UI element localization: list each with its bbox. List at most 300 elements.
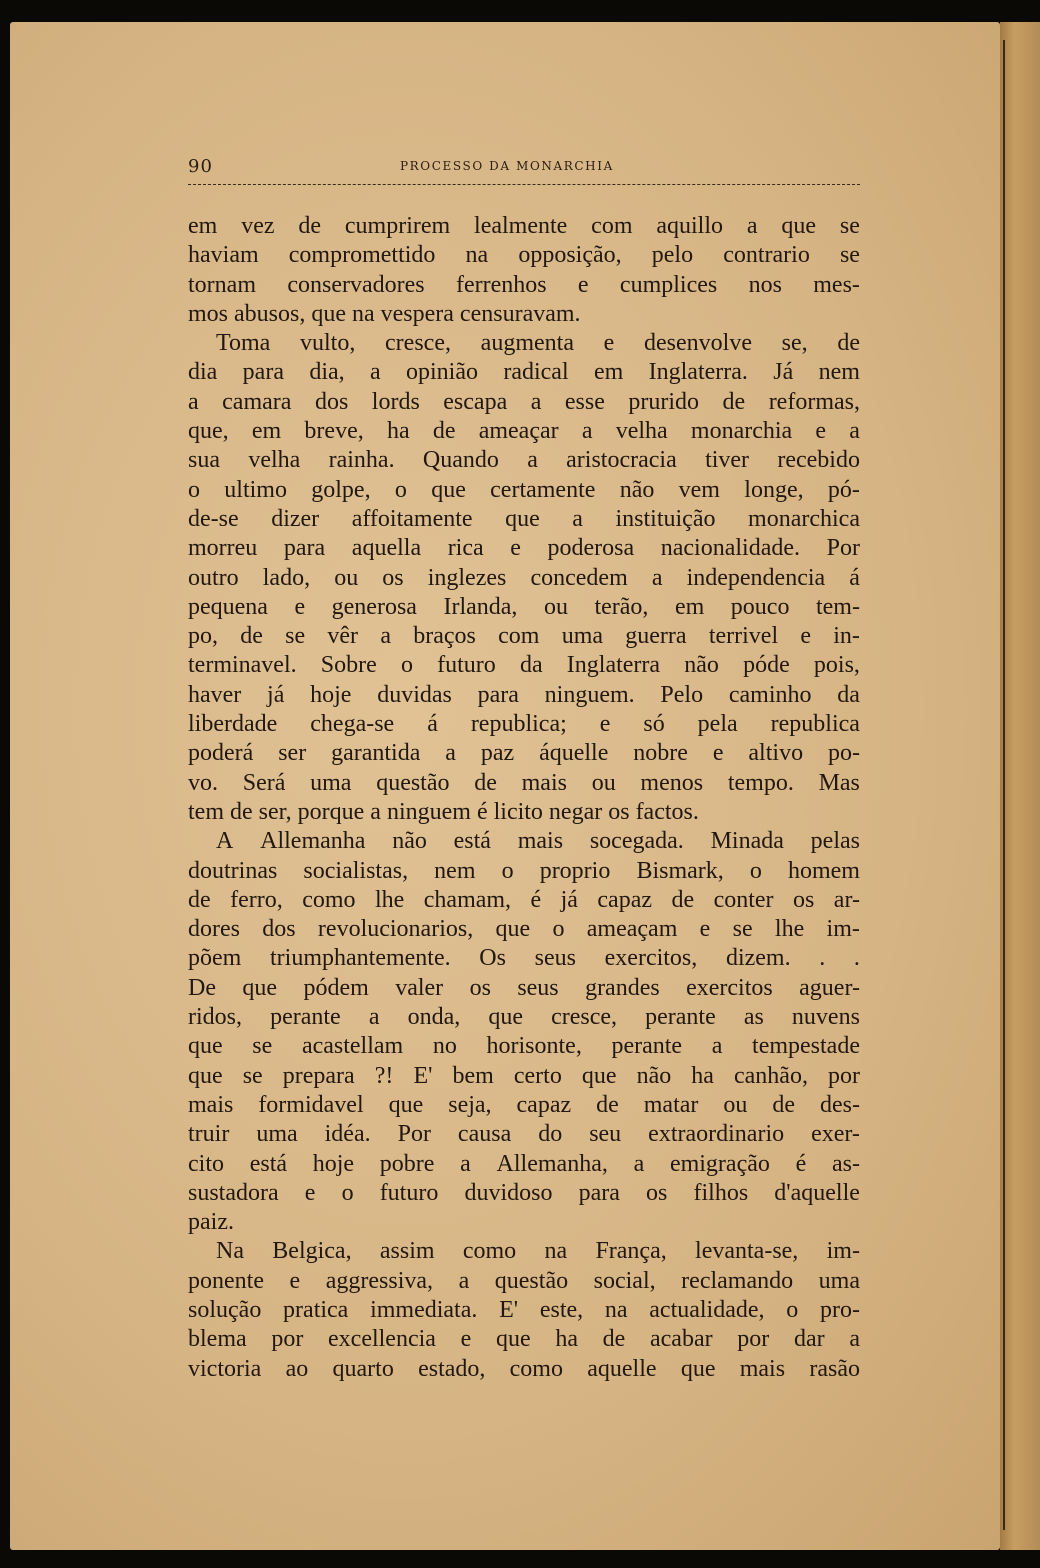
word: a [849,418,860,445]
word: Será [242,769,286,796]
text-line [188,1179,860,1208]
word: vêr [327,623,359,650]
word: prepara [282,1062,355,1089]
word: tempestade [752,1033,860,1060]
word: com [498,623,540,650]
word: po, [188,623,218,650]
word: vez [241,213,275,239]
word: po- [827,740,860,767]
word: a [633,1150,645,1177]
word: im- [826,1238,860,1265]
word: . [853,945,860,972]
word: mais [517,828,564,855]
word: generosa [331,593,417,620]
word: já [560,886,578,913]
word: doutrinas [188,857,278,884]
word: onda, [407,1004,461,1031]
word: perante [611,1033,683,1060]
word: bem [452,1062,494,1089]
word: que [431,476,466,503]
word: que [188,1062,223,1089]
word: excellencia [328,1326,436,1353]
word: causa [457,1121,512,1148]
word: dores [188,916,240,943]
word: lords [371,388,420,415]
word: cito [188,1150,224,1177]
text-line [188,1267,860,1296]
word: Inglaterra. [648,359,748,386]
word: socegada. [589,828,684,855]
word: as- [831,1150,860,1177]
word: este, [539,1296,584,1323]
word: formidavel [258,1091,364,1118]
word: á [427,711,438,738]
word: só [643,711,665,738]
word: im- [826,916,860,943]
word: Minada [710,828,784,855]
word: Sobre [320,652,377,679]
word: o [400,652,413,679]
word: que [488,1004,523,1031]
text-line [188,1208,860,1237]
word: contrario [723,242,810,269]
word: de [298,213,322,239]
word: cresce, [385,330,451,357]
word: Quando [422,447,499,474]
word: pobre [379,1150,435,1177]
text-line [188,300,860,329]
text-line [188,271,860,300]
word: os [793,886,815,913]
word: canhão, [733,1062,808,1089]
word: é [795,1150,807,1177]
word: a [458,1267,470,1294]
word: e [712,740,724,767]
word: tiver [705,447,750,474]
word: se [252,1033,273,1060]
text-line-content: paiz. [188,1209,234,1236]
word: ser [278,740,307,767]
word: braços [413,623,476,650]
word: ultimo [224,476,287,503]
word: e [304,1179,316,1206]
word: para [242,359,284,386]
word: para [477,681,519,708]
text-line [188,212,860,241]
word: hoje [312,1150,355,1177]
word: monarchia [690,418,793,445]
word: não [619,476,655,503]
word: concedem [530,564,628,591]
facing-page-edge [1000,22,1040,1550]
word: haver [188,681,242,708]
word: breve, [304,418,364,445]
word: o [552,916,565,943]
word: liberdade [188,711,278,738]
word: se, [781,330,808,357]
word: instituição [615,505,716,532]
word: o [786,1296,799,1323]
word: haviam [188,242,259,269]
word: nacionalidade. [660,535,800,562]
word: a [369,359,381,386]
word: prurido [628,388,700,415]
word: ou [723,1091,748,1118]
word: proprio [539,857,611,884]
text-line [188,739,860,768]
word: camara [222,388,292,415]
word: acabar [650,1326,713,1353]
word: e [577,271,589,298]
word: de [240,623,263,650]
text-line [188,769,860,798]
word: e [294,593,306,620]
word: no [432,1033,457,1060]
word: França, [595,1238,667,1265]
word: inglezes [427,564,507,591]
binding-line [1003,40,1005,1530]
text-line [188,241,860,270]
word: para [283,535,326,562]
word: seu [589,1121,622,1148]
word: cumprirem [344,213,451,239]
word: . [819,945,826,972]
word: se [839,213,860,239]
word: Allemanha, [496,1150,608,1177]
word: in- [833,623,860,650]
word: truir [188,1121,230,1148]
word: homem [787,857,860,884]
word: triumphantemente. [270,945,451,972]
running-head [188,156,860,180]
text-line [188,886,860,915]
word: em [251,418,282,445]
word: escapa [443,388,508,415]
word: por [828,1062,860,1089]
word: que [495,916,531,943]
word: põem [188,945,242,972]
word: póde [743,652,790,679]
text-line [188,915,860,944]
word: Pelo [660,681,704,708]
page-number: 90 [188,156,213,177]
word: lhe [374,886,405,913]
word: actualidade, [649,1296,765,1323]
word: blema [188,1326,247,1353]
word: social, [593,1267,656,1294]
word: em [674,593,705,620]
word: para [578,1179,620,1206]
word: chega-se [310,711,395,738]
word: mais [521,769,567,796]
word: ao [285,1355,309,1382]
word: em [188,213,218,239]
word: dos [262,916,296,943]
word: o [501,857,514,884]
text-line [188,1062,860,1091]
word: hoje [310,681,352,708]
word: questão [376,769,450,796]
text-line [188,798,860,827]
text-line [188,1150,860,1179]
word: que [581,1062,617,1089]
word: não [684,652,719,679]
text-line [188,417,860,446]
word: capaz [516,1091,572,1118]
body-text [188,212,860,1384]
word: chamam, [423,886,512,913]
word: ha [386,418,410,445]
word: que [495,1326,531,1353]
word: de [602,1326,626,1353]
word: exer- [811,1121,860,1148]
word: levanta-se, [695,1238,799,1265]
word: na [465,242,489,269]
word: assim [379,1238,435,1265]
text-line [188,974,860,1003]
word: questão [494,1267,569,1294]
word: capaz [597,886,653,913]
word: a [572,505,583,532]
word: os [469,974,491,1001]
text-line [188,681,860,710]
word: não [392,828,427,855]
word: duvidoso [464,1179,553,1206]
word: vo. [188,769,218,796]
word: de [474,769,497,796]
word: que [781,213,817,239]
word: aguer- [799,974,860,1001]
word: mais [188,1091,234,1118]
word: a [651,564,663,591]
word: vulto, [300,330,356,357]
word: reclamando [681,1267,794,1294]
text-line [188,358,860,387]
word: Já [773,359,794,386]
word: exercitos, [604,945,698,972]
word: como [509,1355,563,1382]
word: outro [188,564,239,591]
word: tempo. [727,769,794,796]
word: garantida [331,740,421,767]
word: lado, [262,564,311,591]
word: se [285,623,306,650]
word: nuvens [791,1004,860,1031]
running-title: PROCESSO DA MONARCHIA [400,159,614,173]
word: certamente [490,476,596,503]
text-line [188,1296,860,1325]
word: Toma [216,330,271,357]
word: e [599,711,611,738]
word: caminho [728,681,812,708]
word: pó- [827,476,860,503]
word: na [544,1238,568,1265]
word: da [519,652,543,679]
word: de [432,418,456,445]
text-line-content: tem de ser, porque a ninguem é licito negar os factos. [188,798,699,825]
word: conservadores [287,271,425,298]
word: pouco [730,593,790,620]
word: os [646,1179,668,1206]
word: Bismark, [636,857,724,884]
text-line [188,1237,860,1266]
word: nobre [633,740,688,767]
word: matar [643,1091,699,1118]
word: Na [216,1238,244,1265]
word: ou [334,564,359,591]
word: ferro, [230,886,283,913]
word: dos [314,388,349,415]
word: des- [820,1091,860,1118]
word: dizer [271,505,320,532]
word: horisonte, [486,1033,582,1060]
word: uma [818,1267,860,1294]
word: poderá [188,740,254,767]
word: paz [480,740,515,767]
word: por [737,1326,770,1353]
word: velha [615,418,668,445]
word: terrivel [708,623,779,650]
word: duvidas [377,681,452,708]
word: aggressiva, [325,1267,434,1294]
word: dar [793,1326,825,1353]
word: de [772,1091,796,1118]
word: longe, [744,476,804,503]
word: a [581,418,593,445]
word: do [538,1121,563,1148]
word: uma [256,1121,298,1148]
word: opinião [405,359,478,386]
word: a [746,213,758,239]
word: a [368,1004,380,1031]
word: que, [188,418,229,445]
word: por [271,1326,304,1353]
word: se [732,916,753,943]
word: ponente [188,1267,264,1294]
text-line [188,857,860,886]
word: Belgica, [272,1238,352,1265]
word: sua [188,447,220,474]
word: terão, [594,593,649,620]
word: de-se [188,505,239,532]
text-line [188,827,860,856]
word: uma [561,623,604,650]
word: de [671,886,695,913]
word: rasão [809,1355,860,1382]
word: a [188,388,199,415]
word: nos [748,271,782,298]
word: na [604,1296,628,1323]
word: E' [413,1062,433,1089]
word: emigração [669,1150,770,1177]
word: dia [188,359,218,386]
word: aristocracia [566,447,677,474]
text-line [188,944,860,973]
word: como [462,1238,517,1265]
word: de [596,1091,619,1118]
word: rica [447,535,484,562]
word: ?! [374,1062,394,1089]
word: republica [770,711,860,738]
word: guerra [625,623,687,650]
word: tornam [188,271,256,298]
word: que [388,1091,424,1118]
word: aquillo [656,213,724,239]
word: filhos [693,1179,749,1206]
word: perante [645,1004,716,1031]
word: pódem [303,974,369,1001]
word: independencia [686,564,826,591]
word: recebido [777,447,860,474]
word: o [188,476,200,503]
word: da [837,681,860,708]
text-line [188,1355,860,1384]
word: á [849,564,860,591]
word: Mas [818,769,860,796]
word: affoitamente [351,505,473,532]
word: sustadora [188,1179,279,1206]
word: certo [513,1062,562,1089]
word: ninguem. [544,681,635,708]
word: valer [395,974,444,1001]
word: ou [543,593,568,620]
word: pequena [188,593,268,620]
word: que [505,505,540,532]
word: idéa. [324,1121,371,1148]
word: está [249,1150,288,1177]
word: lhe [774,916,805,943]
word: reformas, [768,388,860,415]
text-line [188,564,860,593]
word: ameaçar [478,418,559,445]
word: e [699,916,711,943]
word: mes- [813,271,860,298]
word: ferrenhos [455,271,547,298]
word: augmenta [480,330,574,357]
word: Por [397,1121,431,1148]
word: altivo [748,740,804,767]
word: se [839,242,860,269]
word: Os [479,945,506,972]
word: vem [678,476,720,503]
word: E' [499,1296,519,1323]
word: que [680,1355,716,1382]
header-rule [188,184,860,186]
word: e [603,330,615,357]
word: o [394,476,407,503]
word: monarchica [748,505,860,532]
word: que [188,1033,223,1060]
word: Inglaterra [566,652,661,679]
word: ameaçam [586,916,678,943]
word: seus [534,945,576,972]
word: dia, [309,359,345,386]
text-line [188,593,860,622]
word: desenvolve [644,330,752,357]
word: tem- [815,593,860,620]
word: estado, [418,1355,486,1382]
text-line [188,710,860,739]
text-line [188,388,860,417]
word: pratica [283,1296,349,1323]
word: futuro [437,652,496,679]
word: como [302,886,356,913]
word: os [382,564,404,591]
word: a [849,1326,860,1353]
word: radical [503,359,569,386]
word: dizem. [725,945,791,972]
text-line-content: mos abusos, que na vespera censuravam. [188,300,581,327]
